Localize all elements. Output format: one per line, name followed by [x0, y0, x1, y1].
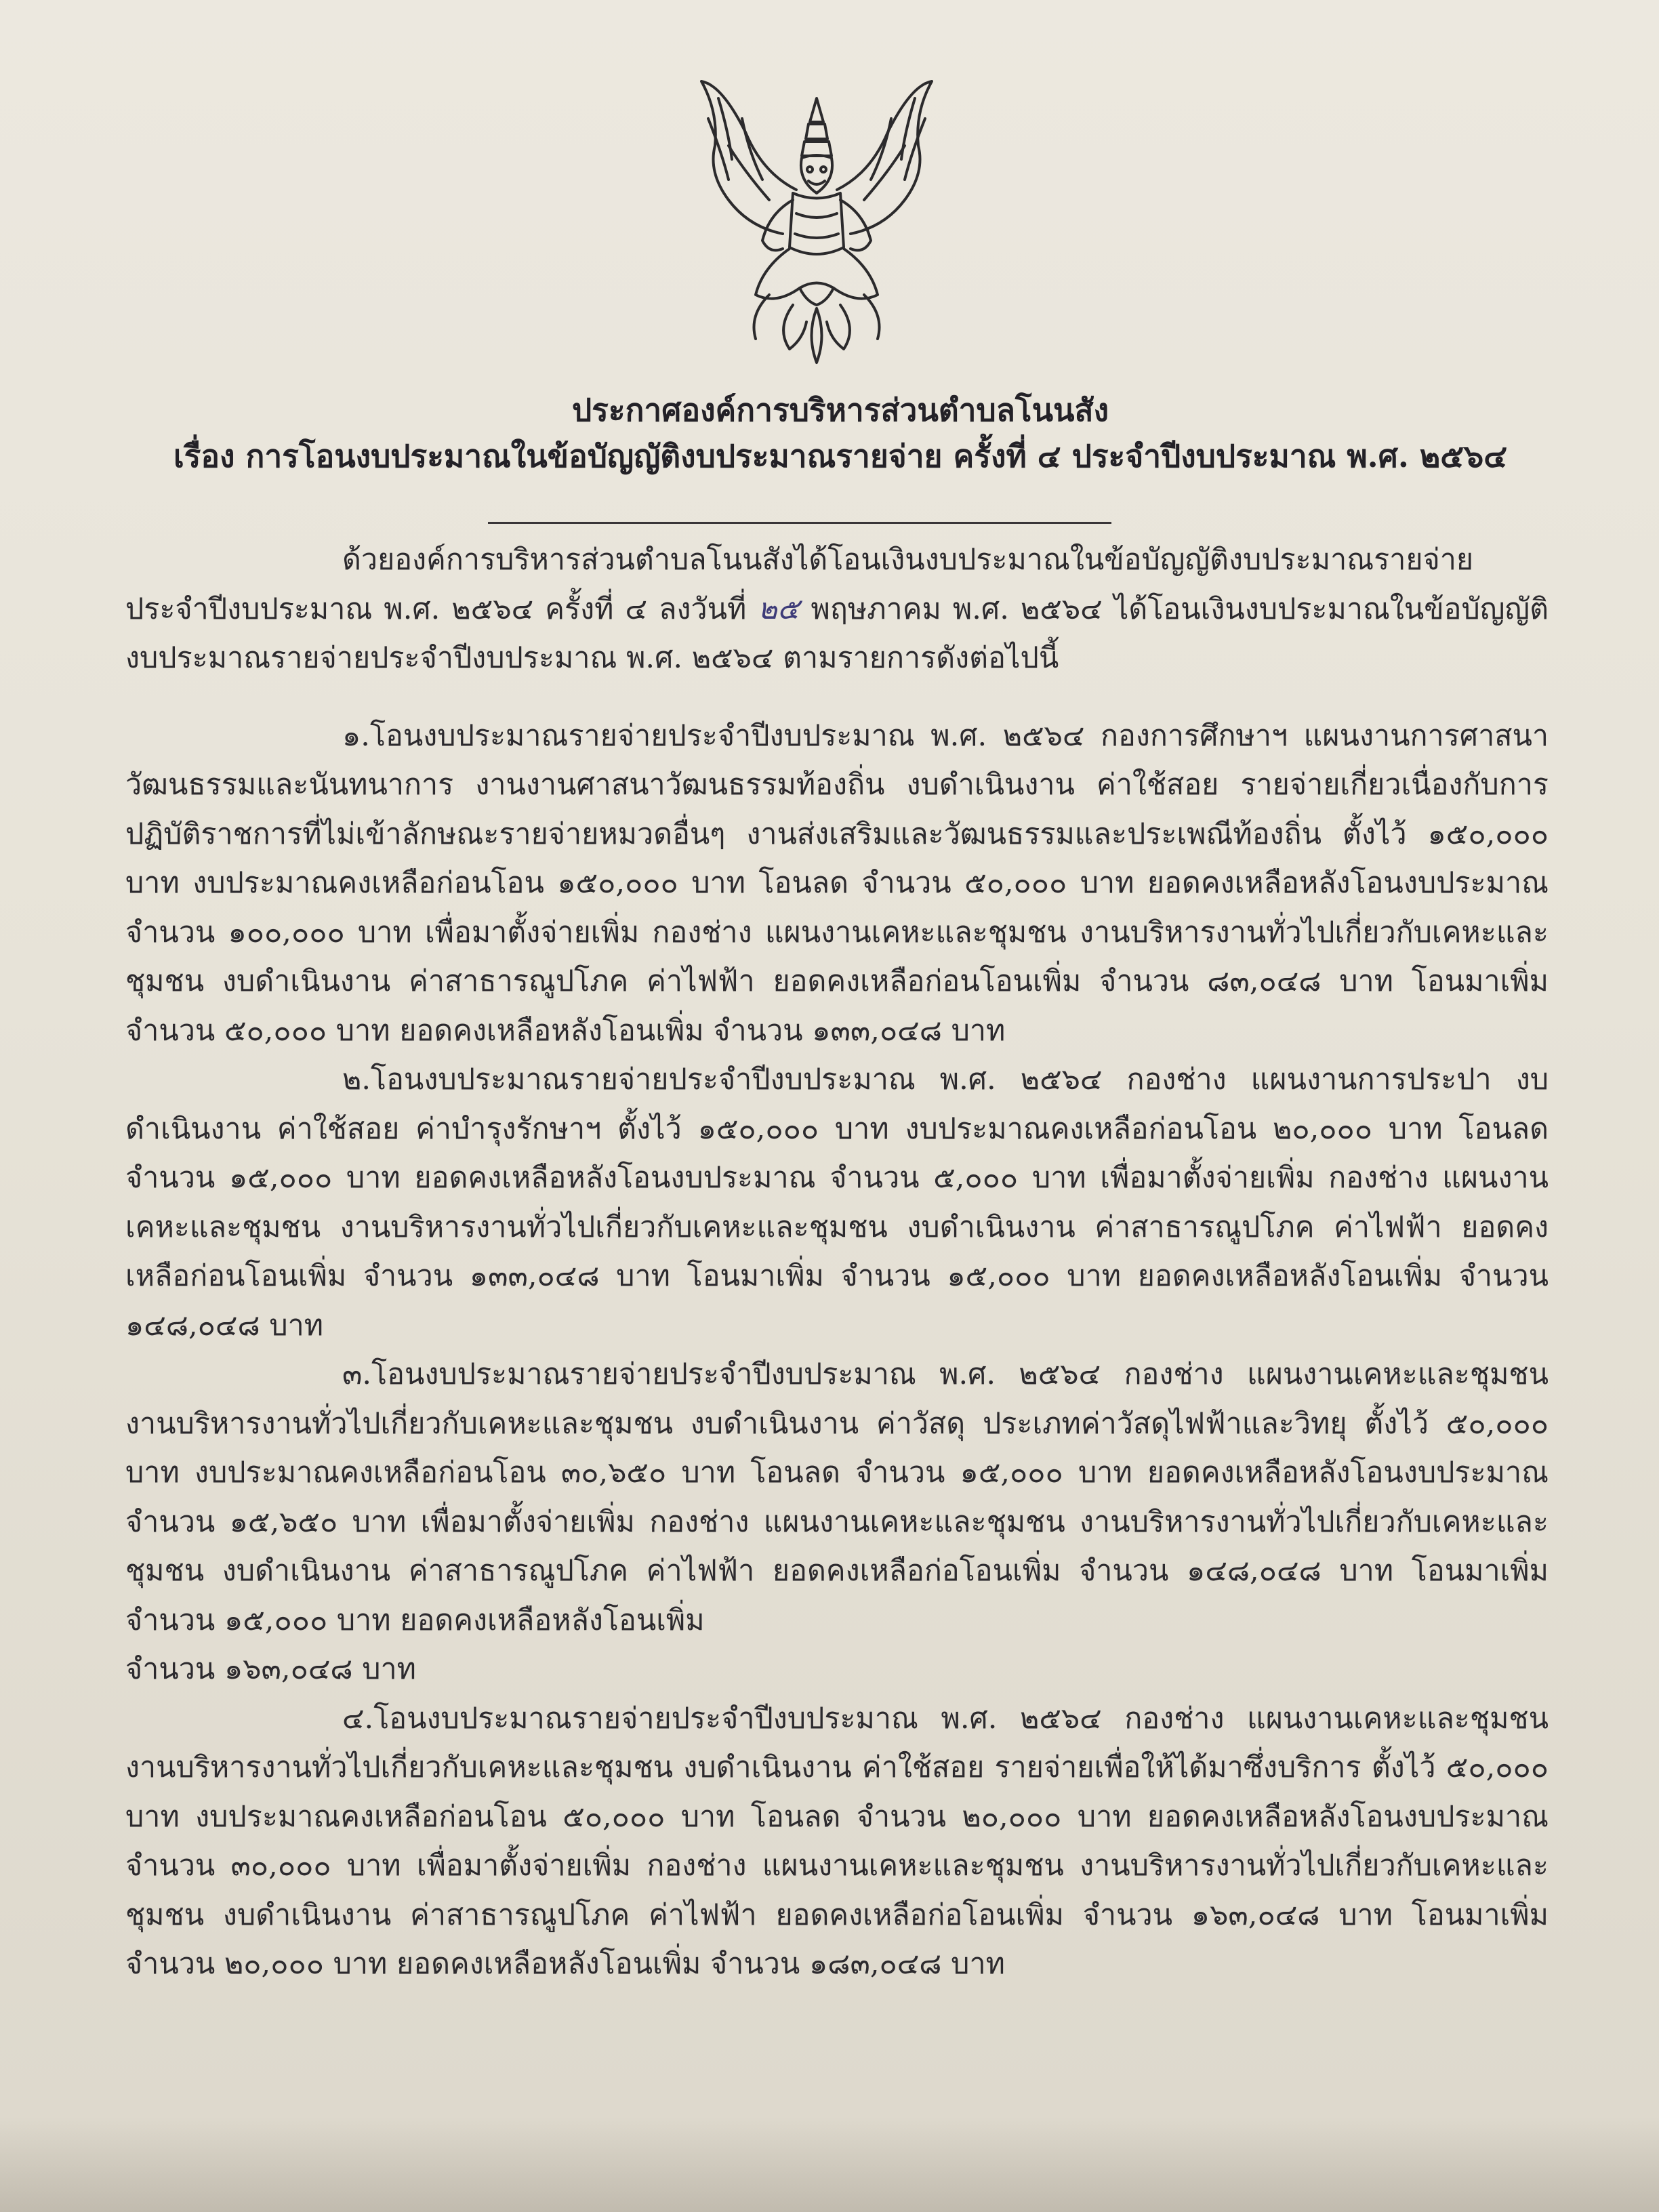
title-divider	[488, 522, 1111, 524]
transfer-item-4: ๔.โอนงบประมาณรายจ่ายประจำปีงบประมาณ พ.ศ. ๒๕๖๔ กองช่าง แผนงานเคหะและชุมชน งานบริหารงานทั่วไปเกี่ยวกับเคหะและชุมชน งบดำเนินงาน ค่าใช้สอย รายจ่ายเพื่อให้ได้มาซึ่งบริการ ตั้งไว้ ๕๐,๐๐๐ บาท งบประมาณคงเหลือก่อนโอน ๕๐,๐๐๐ บาท โอนลด จำนวน ๒๐,๐๐๐ บาท ยอดคงเหลือหลังโอนงบประมาณ จำนวน ๓๐,๐๐๐ บาท เพื่อมาตั้งจ่ายเพิ่ม กองช่าง แผนงานเคหะและชุมชน งานบริหารงานทั่วไปเกี่ยวกับเคหะและชุมชน งบดำเนินงาน ค่าสาธารณูปโภค ค่าไฟฟ้า ยอดคงเหลือก่อโอนเพิ่ม จำนวน ๑๖๓,๐๔๘ บาท โอนมาเพิ่ม จำนวน ๒๐,๐๐๐ บาท ยอดคงเหลือหลังโอนเพิ่ม จำนวน ๑๘๓,๐๔๘ บาท	[125, 1701, 1549, 1981]
transfer-item-3-total: จำนวน ๑๖๓,๐๔๘ บาท	[125, 1652, 417, 1686]
transfer-item-1: ๑.โอนงบประมาณรายจ่ายประจำปีงบประมาณ พ.ศ. ๒๕๖๔ กองการศึกษาฯ แผนงานการศาสนาวัฒนธรรมและนันทนาการ งานงานศาสนาวัฒนธรรมท้องถิ่น งบดำเนินงาน ค่าใช้สอย รายจ่ายเกี่ยวเนื่องกับการปฏิบัติราชการที่ไม่เข้าลักษณะรายจ่ายหมวดอื่นๆ งานส่งเสริมและวัฒนธรรมและประเพณีท้องถิ่น ตั้งไว้ ๑๕๐,๐๐๐ บาท งบประมาณคงเหลือก่อนโอน ๑๕๐,๐๐๐ บาท โอนลด จำนวน ๕๐,๐๐๐ บาท ยอดคงเหลือหลังโอนงบประมาณ จำนวน ๑๐๐,๐๐๐ บาท เพื่อมาตั้งจ่ายเพิ่ม กองช่าง แผนงานเคหะและชุมชน งานบริหารงานทั่วไปเกี่ยวกับเคหะและชุมชน งบดำเนินงาน ค่าสาธารณูปโภค ค่าไฟฟ้า ยอดคงเหลือก่อนโอนเพิ่ม จำนวน ๘๓,๐๔๘ บาท โอนมาเพิ่ม จำนวน ๕๐,๐๐๐ บาท ยอดคงเหลือหลังโอนเพิ่ม จำนวน ๑๓๓,๐๔๘ บาท	[125, 718, 1549, 1048]
announcement-subject: เรื่อง การโอนงบประมาณในข้อบัญญัติงบประมาณรายจ่าย ครั้งที่ ๔ ประจำปีงบประมาณ พ.ศ. ๒๕๖๔	[173, 438, 1508, 474]
transfer-item-2: ๒.โอนงบประมาณรายจ่ายประจำปีงบประมาณ พ.ศ. ๒๕๖๔ กองช่าง แผนงานการประปา งบดำเนินงาน ค่าใช้สอย ค่าบำรุงรักษาฯ ตั้งไว้ ๑๕๐,๐๐๐ บาท งบประมาณคงเหลือก่อนโอน ๒๐,๐๐๐ บาท โอนลด จำนวน ๑๕,๐๐๐ บาท ยอดคงเหลือหลังโอนงบประมาณ จำนวน ๕,๐๐๐ บาท เพื่อมาตั้งจ่ายเพิ่ม กองช่าง แผนงานเคหะและชุมชน งานบริหารงานทั่วไปเกี่ยวกับเคหะและชุมชน งบดำเนินงาน ค่าสาธารณูปโภค ค่าไฟฟ้า ยอดคงเหลือก่อนโอนเพิ่ม จำนวน ๑๓๓,๐๔๘ บาท โอนมาเพิ่ม จำนวน ๑๕,๐๐๐ บาท ยอดคงเหลือหลังโอนเพิ่ม จำนวน ๑๔๘,๐๔๘ บาท	[125, 1063, 1549, 1343]
garuda-emblem-icon	[681, 71, 952, 376]
handwritten-day: ๒๕	[758, 592, 800, 626]
announcement-title: ประกาศองค์การบริหารส่วนตำบลโนนสัง	[571, 392, 1109, 428]
intro-text-part1: ด้วยองค์การบริหารส่วนตำบลโนนสังได้โอนเงินงบประมาณในข้อบัญญัติงบประมาณรายจ่าย ประจำปีงบประมาณ พ.ศ. ๒๕๖๔ ครั้งที่ ๔ ลงวันที่	[125, 543, 1474, 626]
page-shadow	[0, 2117, 1659, 2212]
intro-paragraph	[125, 535, 1549, 683]
intro-text-part2: พฤษภาคม พ.ศ. ๒๕๖๔ ได้โอนเงินงบประมาณในข้อบัญญัติงบประมาณรายจ่ายประจำปีงบประมาณ พ.ศ. ๒๕๖๔ ตามรายการดังต่อไปนี้	[125, 592, 1549, 675]
document-body	[125, 535, 1549, 1989]
transfer-item-3: ๓.โอนงบประมาณรายจ่ายประจำปีงบประมาณ พ.ศ. ๒๕๖๔ กองช่าง แผนงานเคหะและชุมชน งานบริหารงานทั่วไปเกี่ยวกับเคหะและชุมชน งบดำเนินงาน ค่าวัสดุ ประเภทค่าวัสดุไฟฟ้าและวิทยุ ตั้งไว้ ๕๐,๐๐๐ บาท งบประมาณคงเหลือก่อนโอน ๓๐,๖๕๐ บาท โอนลด จำนวน ๑๕,๐๐๐ บาท ยอดคงเหลือหลังโอนงบประมาณ จำนวน ๑๕,๖๕๐ บาท เพื่อมาตั้งจ่ายเพิ่ม กองช่าง แผนงานเคหะและชุมชน งานบริหารงานทั่วไปเกี่ยวกับเคหะและชุมชน งบดำเนินงาน ค่าสาธารณูปโภค ค่าไฟฟ้า ยอดคงเหลือก่อโอนเพิ่ม จำนวน ๑๔๘,๐๔๘ บาท โอนมาเพิ่ม จำนวน ๑๕,๐๐๐ บาท ยอดคงเหลือหลังโอนเพิ่ม	[125, 1357, 1549, 1637]
